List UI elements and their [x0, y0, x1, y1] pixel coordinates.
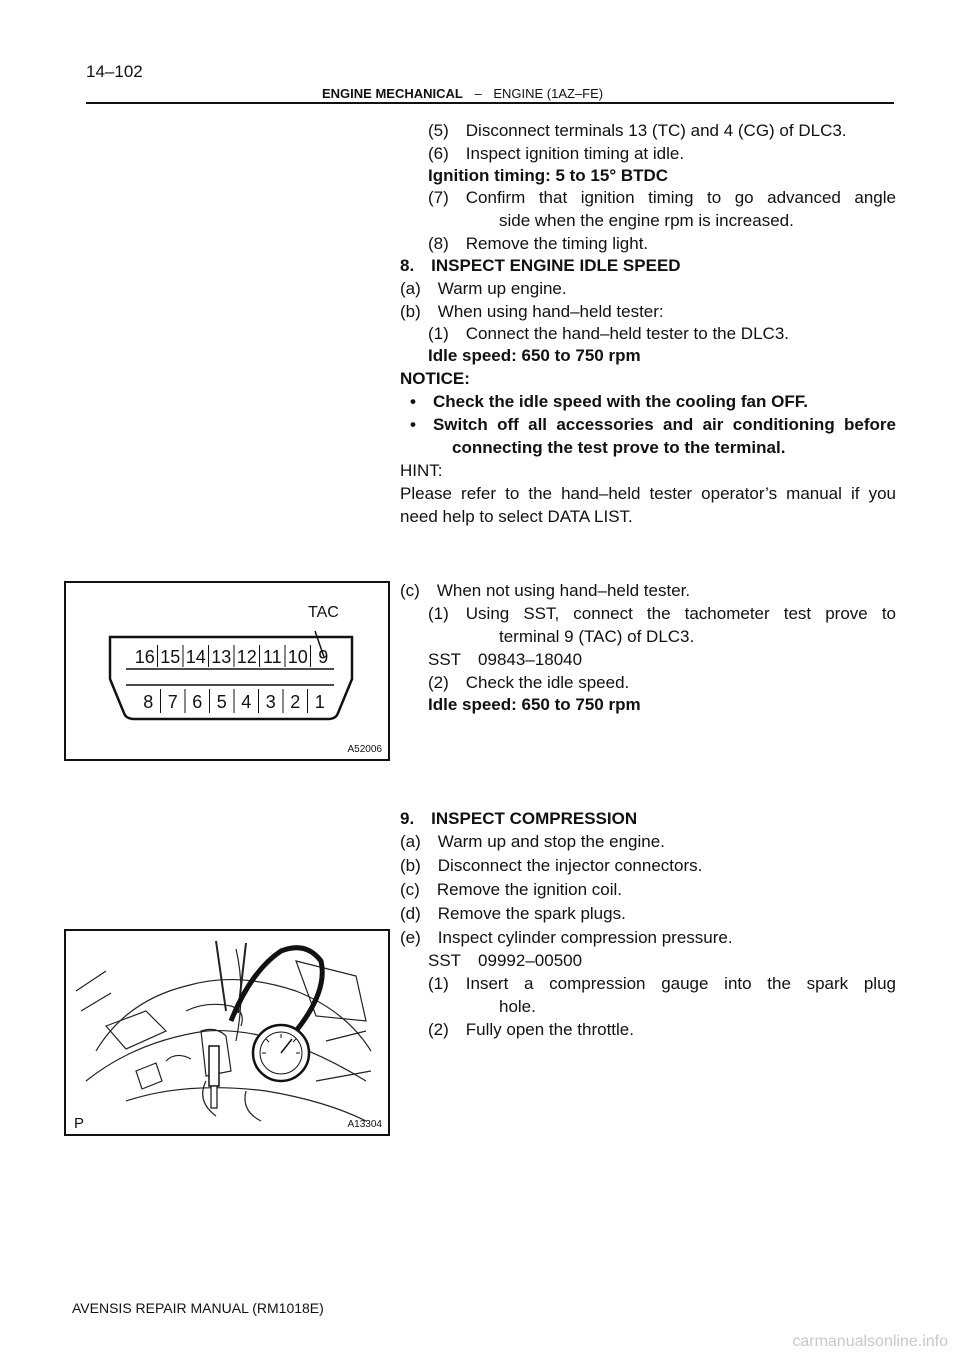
step-line: (b) When using hand–held tester:: [400, 302, 664, 321]
manual-footer: AVENSIS REPAIR MANUAL (RM1018E): [72, 1300, 324, 1316]
pin-number: 14: [185, 647, 206, 667]
page-number: 14–102: [86, 62, 143, 81]
figure-code: A52006: [347, 744, 382, 755]
step-line: (a) Warm up and stop the engine.: [400, 832, 665, 851]
step-line: (e) Inspect cylinder compression pressure.: [400, 928, 733, 947]
step-line: side when the engine rpm is increased.: [499, 211, 794, 230]
pin-number: 11: [262, 647, 282, 667]
sst-line: SST 09843–18040: [428, 650, 583, 669]
step-line: (b) Disconnect the injector connectors.: [400, 856, 703, 875]
pin-number: 6: [192, 692, 203, 712]
pin-number: 7: [167, 692, 178, 712]
step-line: (5) Disconnect terminals 13 (TC) and 4 (CG) of DLC3.: [428, 121, 847, 140]
section-header: [322, 86, 603, 101]
pin-number: 16: [134, 647, 155, 667]
pin-number: 13: [211, 647, 232, 667]
step-line: (8) Remove the timing light.: [428, 234, 649, 253]
step-line: (c) Remove the ignition coil.: [400, 880, 623, 899]
hint-heading: HINT:: [400, 461, 443, 480]
pin-number: 4: [241, 692, 252, 712]
notice-item: • Check the idle speed with the cooling fan OFF.: [410, 392, 808, 411]
pin-number: 12: [236, 647, 257, 667]
step-line: (2) Check the idle speed.: [428, 673, 630, 692]
dlc3-connector-figure: [64, 581, 390, 761]
dlc3-connector-diagram: [66, 583, 388, 759]
step-line: (a) Warm up engine.: [400, 279, 567, 298]
hint-text: need help to select DATA LIST.: [400, 507, 633, 526]
sst-line: SST 09992–00500: [428, 951, 583, 970]
notice-item: connecting the test prove to the terminal.: [452, 438, 786, 457]
pin-number: 15: [160, 647, 181, 667]
spec-line: Idle speed: 650 to 750 rpm: [428, 346, 641, 365]
section-heading: 9. INSPECT COMPRESSION: [400, 809, 638, 828]
figure-code: A13304: [347, 1119, 382, 1130]
watermark: carmanualsonline.info: [792, 1333, 948, 1350]
pin-number: 1: [314, 692, 325, 712]
pin-number: 3: [265, 692, 276, 712]
compression-gauge-figure: [64, 929, 390, 1136]
header-separator: –: [474, 86, 482, 101]
step-line: (2) Fully open the throttle.: [428, 1020, 634, 1039]
spec-line: Idle speed: 650 to 750 rpm: [428, 695, 641, 714]
step-line: hole.: [499, 997, 536, 1016]
pin-number: 5: [216, 692, 227, 712]
hint-text: Please refer to the hand–held tester operator’s manual if you: [400, 484, 896, 503]
tac-label: TAC: [308, 604, 339, 621]
step-line: (7) Confirm that ignition timing to go advanced angle: [428, 188, 896, 207]
step-line: terminal 9 (TAC) of DLC3.: [499, 627, 695, 646]
step-line: (c) When not using hand–held tester.: [400, 581, 691, 600]
pin-number: 10: [287, 647, 308, 667]
step-line: (1) Using SST, connect the tachometer test prove to: [428, 604, 896, 623]
subsection-title: ENGINE (1AZ–FE): [493, 86, 604, 101]
section-heading: 8. INSPECT ENGINE IDLE SPEED: [400, 256, 681, 275]
section-title: ENGINE MECHANICAL: [322, 86, 463, 101]
engine-illustration: [66, 931, 388, 1134]
notice-heading: NOTICE:: [400, 369, 470, 388]
header-rule: [86, 102, 894, 104]
notice-item: • Switch off all accessories and air conditioning before: [410, 415, 896, 434]
pin-number: 8: [143, 692, 154, 712]
figure-marker: P: [74, 1115, 85, 1132]
spec-line: Ignition timing: 5 to 15° BTDC: [428, 166, 669, 185]
pin-number: 9: [318, 647, 329, 667]
step-line: (1) Connect the hand–held tester to the DLC3.: [428, 324, 789, 343]
step-line: (6) Inspect ignition timing at idle.: [428, 144, 685, 163]
step-line: (1) Insert a compression gauge into the spark plug: [428, 974, 896, 993]
step-line: (d) Remove the spark plugs.: [400, 904, 626, 923]
pin-number: 2: [290, 692, 301, 712]
